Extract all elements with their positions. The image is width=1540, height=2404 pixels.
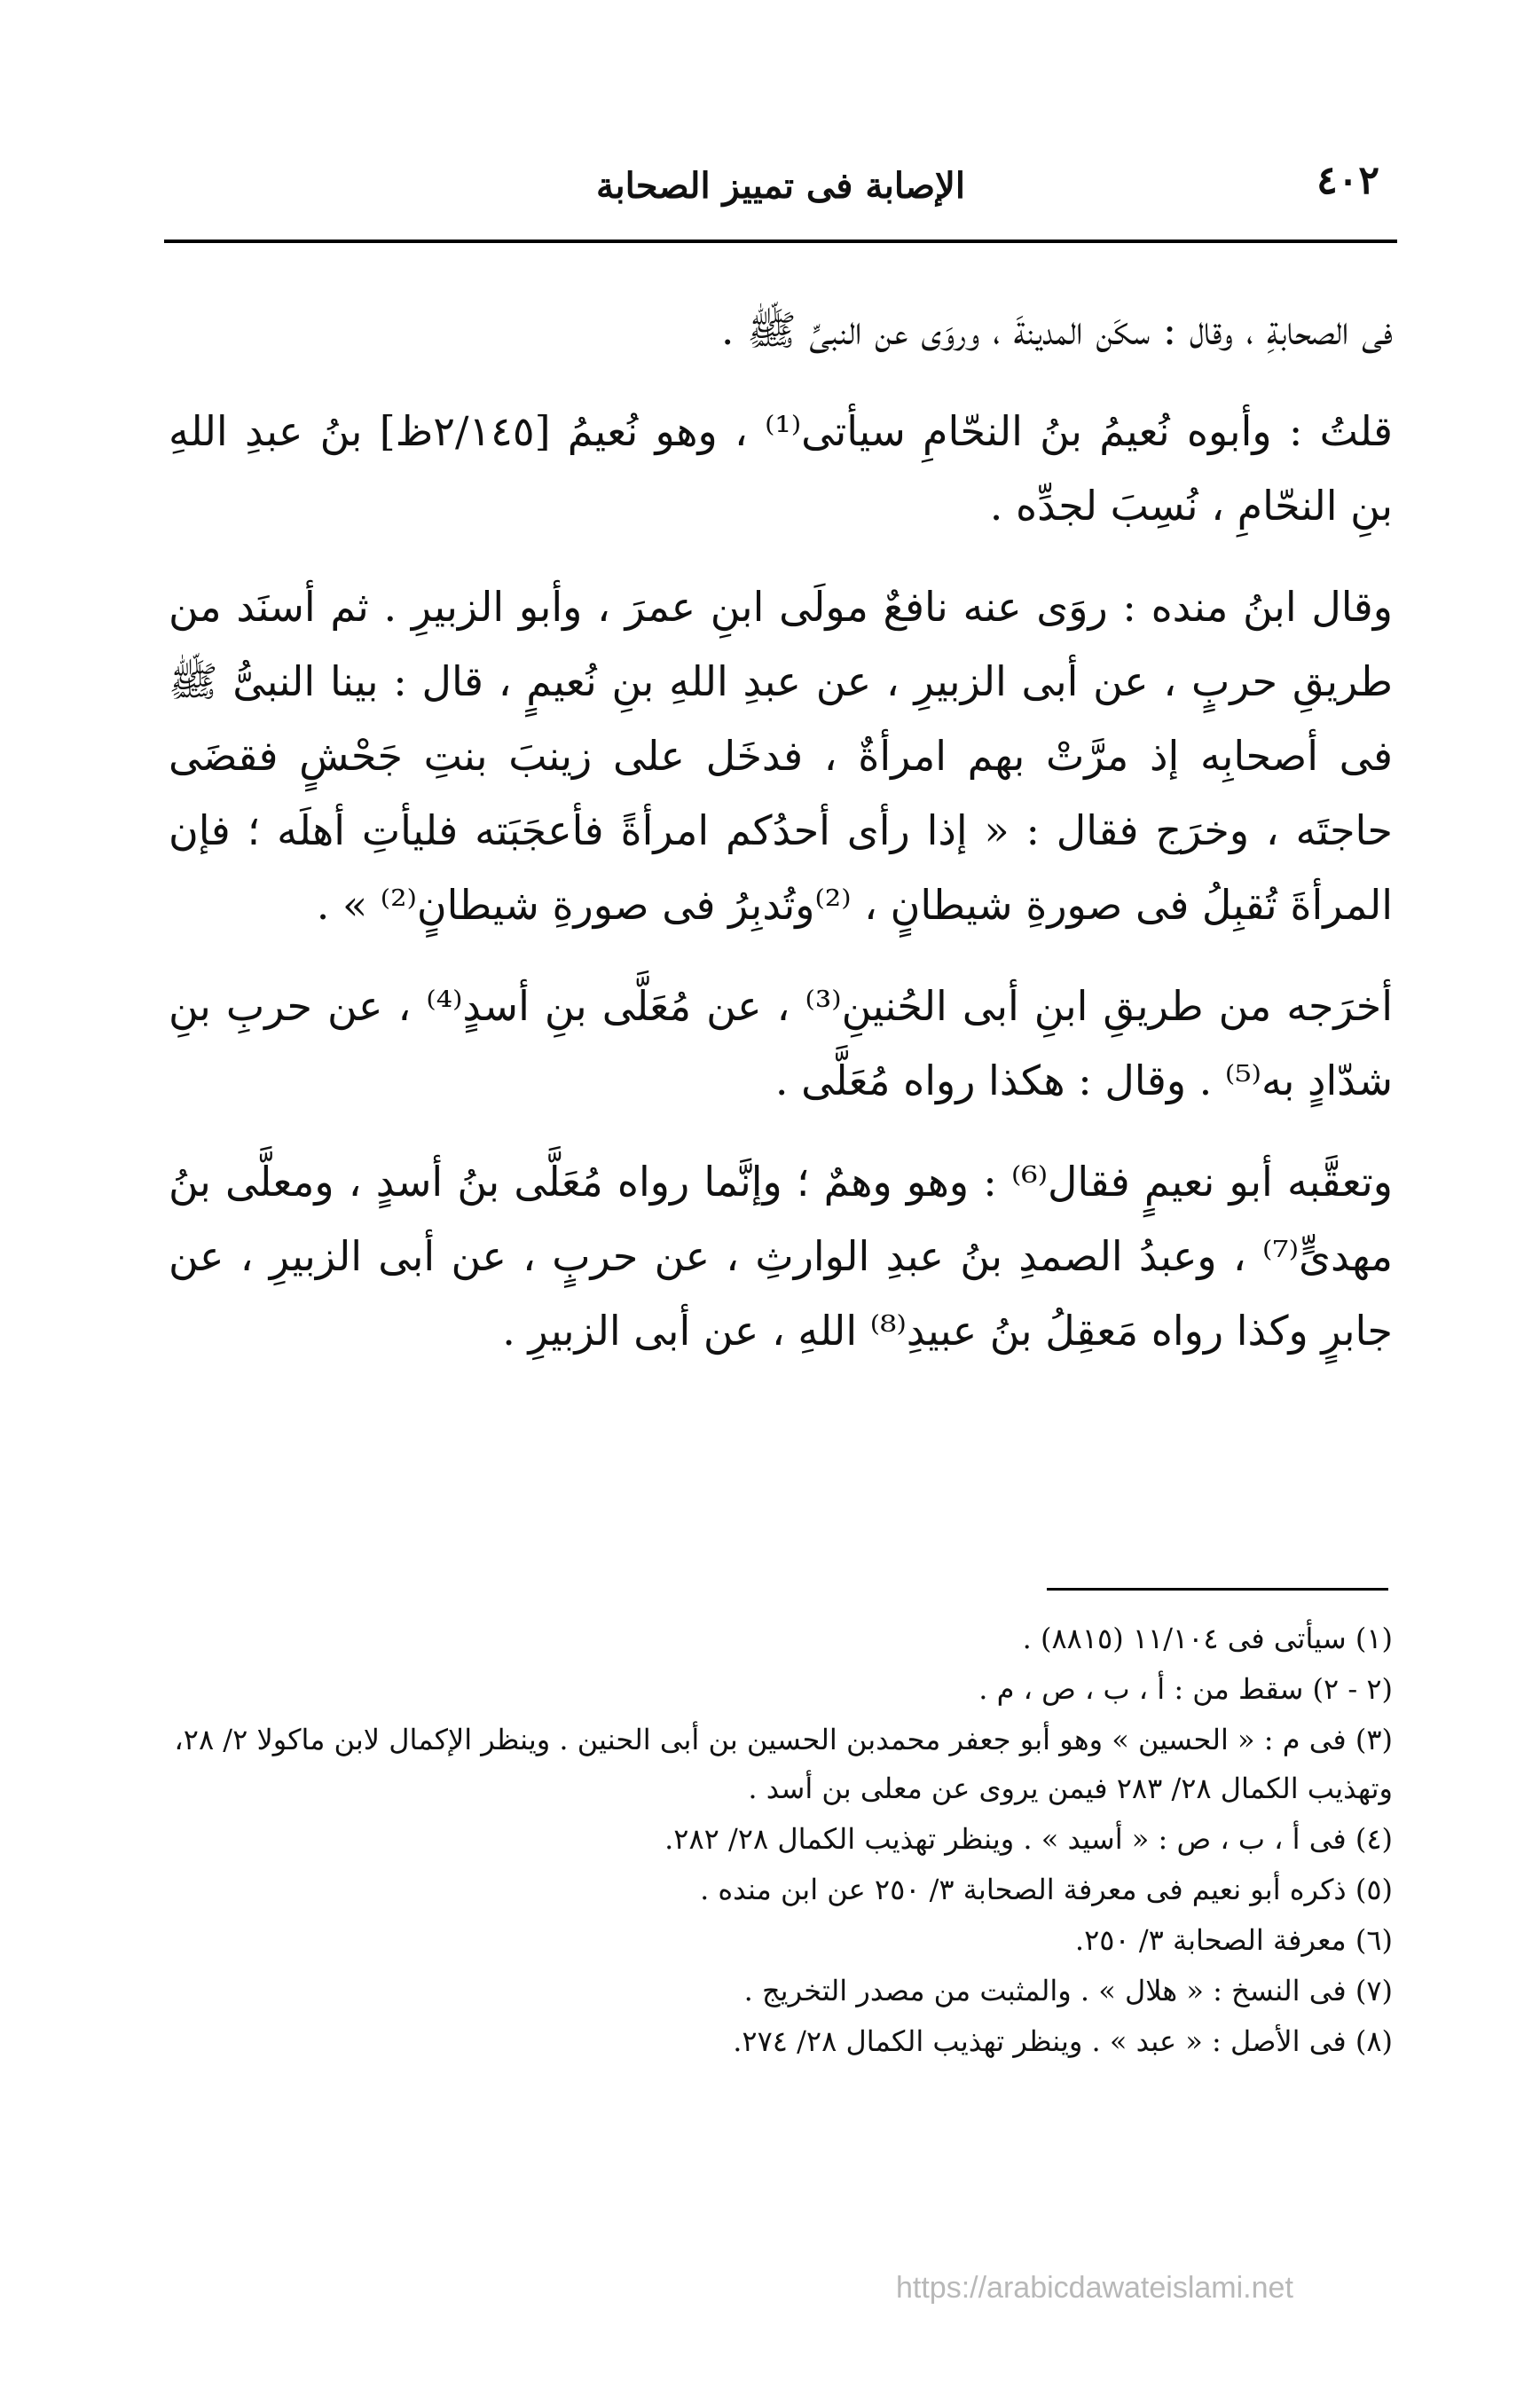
running-title: الإصابة فى تمييز الصحابة [596,165,965,207]
footnote: (٨) فى الأصل : « عبد » . وينظر تهذيب الكمال ٢٨/ ٢٧٤. [733,2024,1393,2058]
footnote: (٥) ذكره أبو نعيم فى معرفة الصحابة ٣/ ٢٥٠ عن ابن منده . [700,1873,1393,1906]
main-text [169,293,1393,1394]
footnote: (١) سيأتى فى ١١/١٠٤ (٨٨١٥) . [1022,1622,1393,1655]
paragraph: قلتُ : وأبوه نُعيمُ بنُ النحّامِ سيأتى⁽¹⁾ ، وهو نُعيمُ [٢/١٤٥ظ] بنُ عبدِ اللهِ بنِ النحّامِ ، نُسِبَ لجدِّه . [169,407,1393,530]
paragraph: فى الصحابةِ ، وقال : سكَن المدينةَ ، وروَى عن النبىِّ ﷺ . [720,306,1393,354]
page-header [164,158,1397,220]
paragraph: أخرَجه من طريقِ ابنِ أبى الحُنينِ⁽³⁾ ، عن مُعَلَّى بنِ أسدٍ⁽⁴⁾ ، عن حربِ بنِ شدّادٍ به⁽⁵⁾ . وقال : هكذا رواه مُعَلَّى . [169,982,1393,1104]
footnote: (٢ - ٢) سقط من : أ ، ب ، ص ، م . [978,1672,1393,1706]
watermark-url: https://arabicdawateislami.net [896,2271,1293,2305]
footnote: (٣) فى م : « الحسين » وهو أبو جعفر محمدبن الحسين بن أبى الحنين . وينظر الإكمال لابن ماكولا ٢/ ٢٨، وتهذيب الكمال ٢٨/ ٢٨٣ فيمن يروى عن معلى بن أسد . [174,1723,1393,1805]
paragraph: وقال ابنُ منده : روَى عنه نافعٌ مولَى ابنِ عمرَ ، وأبو الزبيرِ . ثم أسنَد من طريقِ حربٍ ، عن أبى الزبيرِ ، عن عبدِ اللهِ بنِ نُعيمٍ ، قال : بينا النبىُّ ﷺ فى أصحابِه إذ مرَّتْ بهم امرأةٌ ، فدخَل على زينبَ بنتِ جَحْشٍ فقضَى حاجتَه ، وخرَج فقال : « إذا رأى أحدُكم امرأةً فأعجَبَته فليأتِ أهلَه ؛ فإن المرأةَ تُقبِلُ فى صورةِ شيطانٍ ، ⁽²⁾وتُدبِرُ فى صورةِ شيطانٍ⁽²⁾ » . [169,583,1393,929]
footnote: (٤) فى أ ، ب ، ص : « أسيد » . وينظر تهذيب الكمال ٢٨/ ٢٨٢. [664,1822,1393,1856]
header-rule [164,240,1397,243]
footnote-rule [1047,1588,1388,1591]
footnote: (٧) فى النسخ : « هلال » . والمثبت من مصدر التخريج . [743,1974,1393,2007]
paragraph: وتعقَّبه أبو نعيمٍ فقال⁽⁶⁾ : وهو وهمٌ ؛ وإنَّما رواه مُعَلَّى بنُ أسدٍ ، ومعلَّى بنُ مهدىٍّ⁽⁷⁾ ، وعبدُ الصمدِ بنُ عبدِ الوارثِ ، عن حربٍ ، عن أبى الزبيرِ ، عن جابرٍ وكذا رواه مَعقِلُ بنُ عبيدِ⁽⁸⁾ اللهِ ، عن أبى الزبيرِ . [169,1158,1394,1355]
footnote: (٦) معرفة الصحابة ٣/ ٢٥٠. [1074,1923,1393,1957]
footnotes [169,1614,1393,2068]
page-number: ٤٠٢ [1316,158,1379,203]
